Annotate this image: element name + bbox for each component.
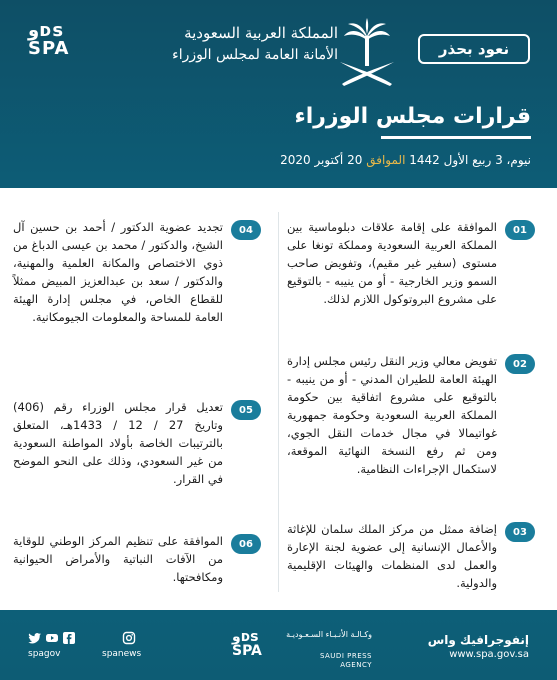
date-accent: الموافق [366, 153, 406, 167]
decision-number: 03 [505, 522, 535, 542]
decision-item [13, 218, 261, 326]
date-suffix: 20 أكتوبر 2020 [280, 153, 367, 167]
decision-text: تجديد عضوية الدكتور / أحمد بن حسين آل الشيخ، والدكتور / محمد بن عيسى الدباغ من ذوي الاختصاص والمكانة العلمية والمهنية، والدكتور / سعد بن عبدالعزيز المبيض ممثلاً للقطاع الخاص، في مجلس إدارة الهيئة العامة للمساحة والمعلومات الجيومكانية. [13, 220, 223, 324]
agency-name-ar: وكـالـة الأنـبـاء السـعـوديـة [286, 630, 372, 639]
footer [0, 610, 557, 680]
decision-text: الموافقة على إقامة علاقات دبلوماسية بين المملكة العربية السعودية ومملكة تونغا على مستوى (سفير غير مقيم)، وتفويض صاحب السمو وزير الخارجية - أو من ينيبه - بالتوقيع على مشروع البروتوكول اللازم لذلك. [287, 220, 497, 306]
infographic-label: إنفوجرافيك واس [427, 633, 529, 647]
footer-spa-logo [232, 630, 372, 670]
decision-text: تعديل قرار مجلس الوزراء رقم (406) وتاريخ 27 / 12 / 1433هـ، المتعلق بالترتيبات الخاصة بأولاد المواطنة السعودية من غير السعودي، وذلك على النحو الموضح في القرار. [13, 400, 223, 486]
decision-number: 06 [231, 534, 261, 554]
footer-spa-mark [232, 630, 262, 658]
date-line [51, 150, 531, 170]
footer-spa-mark-top: وᴅs [232, 629, 259, 645]
title-underline [381, 136, 531, 139]
decision-text: الموافقة على تنظيم المركز الوطني للوقاية من الآفات النباتية والأمراض الحيوانية ومكافحتها. [13, 534, 223, 584]
footer-spa-mark-bottom: SPA [232, 643, 262, 659]
handle-spanews[interactable]: spanews [102, 649, 142, 659]
spa-logo-bottom: SPA [28, 38, 70, 59]
decision-number: 01 [505, 220, 535, 240]
decision-item [13, 532, 261, 586]
website-link[interactable]: www.spa.gov.sa [449, 649, 529, 660]
social-icons [28, 630, 76, 644]
agency-name-en [320, 652, 372, 670]
facebook-icon[interactable] [62, 630, 76, 644]
page-title: قرارات مجلس الوزراء [294, 104, 531, 129]
emblem-line-1: المملكة العربية السعودية [184, 24, 338, 42]
decision-text: إضافة ممثل من مركز الملك سلمان للإغاثة والأعمال الإنسانية إلى عضوية لجنة الإعارة والعمل لدى المنظمات والهيئات الإقليمية والدولية. [287, 522, 497, 590]
decision-item [285, 520, 535, 592]
twitter-icon[interactable] [28, 630, 42, 644]
decision-text: تفويض معالي وزير النقل رئيس مجلس إدارة الهيئة العامة للطيران المدني - أو من ينيبه - بالتوقيع على مشروع اتفاقية بين حكومة المملكة العربية السعودية وحكومة جمهورية غواتيمالا في مجال خدمات النقل الجوي، ومن ثم رفع النسخة النهائية الموقعة، لاستكمال الإجراءات النظامية. [287, 354, 497, 476]
spa-logo-top: وᴅs [28, 20, 65, 41]
agency-name-en-line-1: SAUDI PRESS [319, 652, 372, 660]
decision-item [13, 398, 261, 488]
decision-item [285, 218, 535, 308]
instagram-icon[interactable] [122, 630, 136, 644]
column-divider [278, 212, 279, 592]
tag-badge: نعود بحذر [418, 34, 530, 64]
footer-credit [379, 632, 529, 668]
date-prefix: نيوم، 3 ربيع الأول 1442 [405, 153, 531, 167]
emblem-line-2: الأمانة العامة لمجلس الوزراء [172, 47, 338, 63]
decision-number: 05 [231, 400, 261, 420]
decisions-panel [0, 188, 557, 610]
title-block [231, 102, 531, 142]
spa-logo [28, 22, 78, 66]
social-links [28, 630, 198, 670]
palm-swords-emblem-icon [338, 18, 396, 88]
agency-name-en-line-2: AGENCY [340, 661, 372, 669]
decision-number: 04 [231, 220, 261, 240]
emblem-text [168, 22, 338, 86]
decision-number: 02 [505, 354, 535, 374]
youtube-icon[interactable] [45, 630, 59, 644]
handle-spagov[interactable]: spagov [28, 649, 61, 659]
decision-item [285, 352, 535, 478]
